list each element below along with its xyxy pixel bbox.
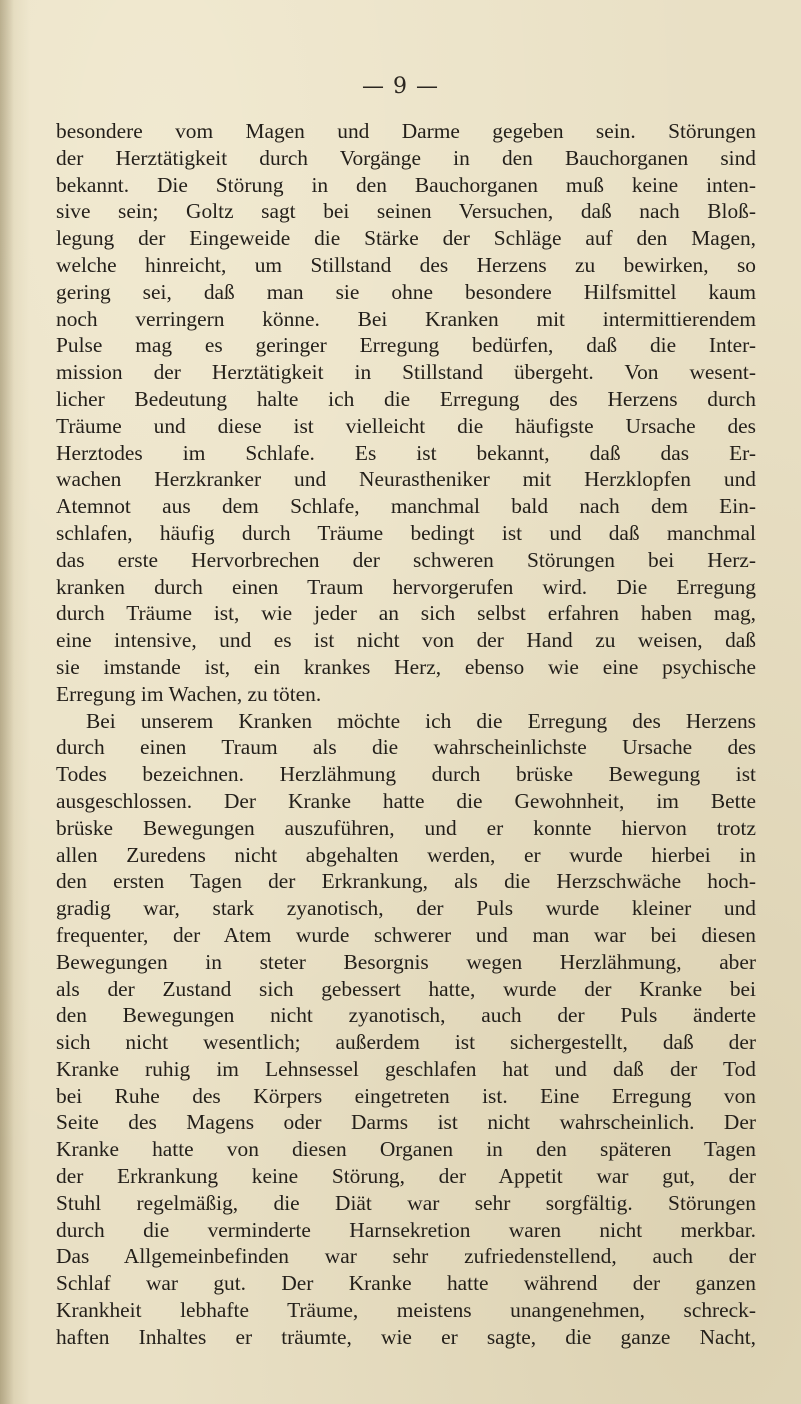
text-line: durch einen Traum als die wahrscheinlichste Ursache des (56, 735, 756, 760)
text-line: sive sein; Goltz sagt bei seinen Versuchen, daß nach Bloß- (56, 199, 756, 224)
text-line: durch Träume ist, wie jeder an sich selbst erfahren haben mag, (56, 601, 756, 626)
text-line: legung der Eingeweide die Stärke der Schläge auf den Magen, (56, 226, 756, 251)
text-line: schlafen, häufig durch Träume bedingt ist und daß manchmal (56, 520, 756, 545)
body-text (56, 118, 756, 1351)
text-line: Erregung im Wachen, zu töten. (56, 681, 322, 706)
text-line: eine intensive, und es ist nicht von der Hand zu weisen, daß (56, 628, 756, 653)
text-line: Das Allgemeinbefinden war sehr zufriedenstellend, auch der (56, 1244, 756, 1269)
text-line: Atemnot aus dem Schlafe, manchmal bald nach dem Ein- (56, 494, 756, 519)
text-line: Kranke ruhig im Lehnsessel geschlafen hat und daß der Tod (56, 1056, 756, 1081)
text-line: der Erkrankung keine Störung, der Appetit war gut, der (56, 1164, 756, 1189)
text-line: Bewegungen in steter Besorgnis wegen Herzlähmung, aber (56, 949, 756, 974)
text-line: der Herztätigkeit durch Vorgänge in den Bauchorganen sind (56, 145, 756, 170)
text-line: Seite des Magens oder Darms ist nicht wahrscheinlich. Der (56, 1110, 756, 1135)
text-line: Pulse mag es geringer Erregung bedürfen, daß die Inter- (56, 333, 756, 358)
text-line: Träume und diese ist vielleicht die häufigste Ursache des (56, 413, 756, 438)
text-line: licher Bedeutung halte ich die Erregung des Herzens durch (56, 386, 756, 411)
text-line: das erste Hervorbrechen der schweren Störungen bei Herz- (56, 547, 756, 572)
text-line: wachen Herzkranker und Neurastheniker mit Herzklopfen und (56, 467, 756, 492)
text-line: bei Ruhe des Körpers eingetreten ist. Eine Erregung von (56, 1083, 756, 1108)
text-line: Schlaf war gut. Der Kranke hatte während der ganzen (56, 1271, 756, 1296)
text-line: Bei unserem Kranken möchte ich die Erregung des Herzens (86, 708, 756, 733)
text-line: ausgeschlossen. Der Kranke hatte die Gewohnheit, im Bette (56, 788, 756, 813)
text-line: sich nicht wesentlich; außerdem ist sichergestellt, daß der (56, 1030, 756, 1055)
text-line: gradig war, stark zyanotisch, der Puls wurde kleiner und (56, 896, 756, 921)
text-line: den ersten Tagen der Erkrankung, als die Herzschwäche hoch- (56, 869, 756, 894)
text-line: sie imstande ist, ein krankes Herz, ebenso wie eine psychische (56, 654, 756, 679)
text-line: als der Zustand sich gebessert hatte, wurde der Kranke bei (56, 976, 756, 1001)
text-line: Todes bezeichnen. Herzlähmung durch brüske Bewegung ist (56, 762, 756, 787)
text-line: brüske Bewegungen auszuführen, und er konnte hiervon trotz (56, 815, 756, 840)
text-line: haften Inhaltes er träumte, wie er sagte, die ganze Nacht, (56, 1324, 756, 1349)
text-line: den Bewegungen nicht zyanotisch, auch der Puls änderte (56, 1003, 756, 1028)
text-line: welche hinreicht, um Stillstand des Herzens zu bewirken, so (56, 252, 756, 277)
text-line: Herztodes im Schlafe. Es ist bekannt, daß das Er- (56, 440, 756, 465)
text-line: frequenter, der Atem wurde schwerer und man war bei diesen (56, 922, 756, 947)
text-line: Krankheit lebhafte Träume, meistens unangenehmen, schreck- (56, 1298, 756, 1323)
text-line: noch verringern könne. Bei Kranken mit intermittierendem (56, 306, 756, 331)
text-line: bekannt. Die Störung in den Bauchorganen muß keine inten- (56, 172, 756, 197)
text-line: mission der Herztätigkeit in Stillstand übergeht. Von wesent- (56, 360, 756, 385)
text-line: allen Zuredens nicht abgehalten werden, er wurde hierbei in (56, 842, 756, 867)
text-line: durch die verminderte Harnsekretion waren nicht merkbar. (56, 1217, 756, 1242)
text-line: Kranke hatte von diesen Organen in den späteren Tagen (56, 1137, 756, 1162)
page-edge-shadow (0, 0, 14, 1404)
text-line: Stuhl regelmäßig, die Diät war sehr sorgfältig. Störungen (56, 1190, 756, 1215)
text-line: besondere vom Magen und Darme gegeben sein. Störungen (56, 119, 756, 143)
text-line: gering sei, daß man sie ohne besondere Hilfsmittel kaum (56, 279, 756, 304)
text-line: kranken durch einen Traum hervorgerufen wird. Die Erregung (56, 574, 756, 599)
page-number-header: — 9 — (362, 74, 439, 99)
